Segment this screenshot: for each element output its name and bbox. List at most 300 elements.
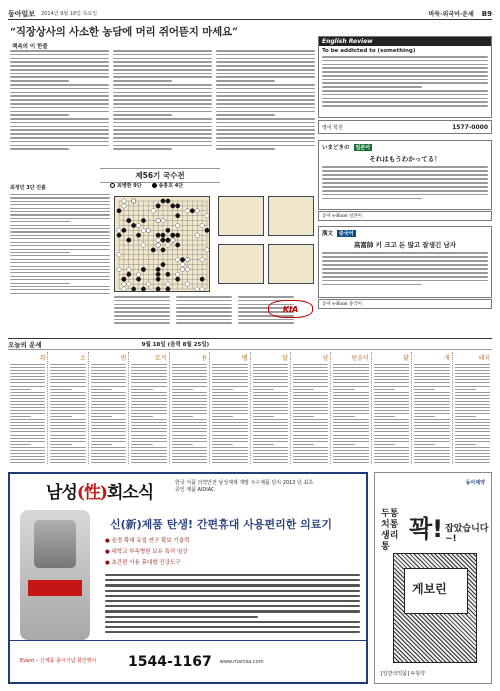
text-line [131,419,166,420]
text-line [10,438,45,439]
text-line [253,364,288,365]
text-line [216,73,315,75]
black-stone [122,277,126,281]
text-line [172,447,207,448]
chinese-title: 高富帥 키 크고 돈 많고 잘생긴 남자 [353,241,457,249]
text-line [212,413,247,414]
text-line [113,148,172,150]
text-line [238,322,294,324]
text-line [10,431,45,432]
text-line [374,438,409,439]
text-line [10,428,45,429]
white-stone [156,238,160,242]
fortune-column [170,352,210,464]
chinese-head [319,227,491,239]
text-line [322,170,488,172]
text-line [322,98,488,100]
text-line [333,389,354,390]
text-line [172,401,207,402]
baduk-subtitle: 최정민 3단 진출 [10,185,46,191]
text-line [131,364,166,365]
text-line [10,367,45,368]
zodiac-label: 원숭이 [351,355,369,362]
text-line [91,459,126,460]
text-line [322,56,488,58]
text-line [91,453,126,454]
text-line [414,462,449,463]
text-line [10,238,110,239]
text-line [455,379,490,380]
text-line [212,379,247,380]
text-line [333,410,368,411]
text-line [91,435,126,436]
text-line [91,376,126,377]
text-line [105,590,360,592]
text-line [374,398,409,399]
text-line [131,450,166,451]
white-stone [117,267,121,271]
text-line [333,404,368,405]
white-stone [156,243,160,247]
text-line [455,459,490,460]
text-line [333,376,368,377]
text-line [172,459,207,460]
text-line [10,395,45,396]
text-line [374,431,409,432]
text-line [10,283,70,284]
text-line [113,76,212,78]
text-line [216,118,315,120]
text-line [253,392,288,393]
text-line [113,107,212,109]
text-line [414,367,449,368]
text-line [253,386,288,387]
japanese-title: それはもうわかってる！ [369,155,441,163]
text-line [322,182,488,184]
text-line [333,425,368,426]
white-stone [185,209,189,213]
text-line [253,370,288,371]
text-line [91,425,126,426]
text-line [322,276,488,278]
text-line [113,118,212,120]
text-line [50,364,85,365]
black-stone [127,238,131,242]
text-line [374,428,409,429]
text-line [253,382,288,383]
text-line [10,259,110,260]
text-line [172,419,207,420]
text-line [10,456,45,457]
text-line [293,367,328,368]
sponsor-logo: KIA [268,300,313,318]
text-line [50,379,85,380]
black-stone [161,262,165,266]
text-line [212,404,247,405]
medicine-ad-big: 꽉! [409,515,444,543]
text-line [293,444,314,445]
newspaper-brand: 동아일보 [8,8,36,18]
text-line [216,95,315,97]
text-line [172,407,207,408]
text-line [253,376,288,377]
text-line [50,401,85,402]
text-line [212,438,247,439]
text-line [91,389,112,390]
text-line [322,264,488,266]
text-line [253,459,288,460]
text-line [50,450,85,451]
text-line [414,382,449,383]
text-line [10,133,109,135]
text-line [216,54,315,56]
white-stone [185,282,189,286]
text-line [333,401,368,402]
text-line [216,76,315,78]
text-line [50,435,85,436]
text-line [50,438,85,439]
text-line [322,268,488,270]
text-line [374,435,409,436]
text-line [91,404,126,405]
text-line [253,410,288,411]
text-line [253,447,288,448]
zodiac-label: 용 [201,355,208,362]
text-line [131,410,166,411]
text-line [374,386,409,387]
text-line [216,107,315,109]
black-stone [166,272,170,276]
text-line [172,410,207,411]
text-line [212,364,247,365]
text-line [455,435,490,436]
medicine-ad [374,472,492,684]
text-line [212,382,247,383]
text-line [10,376,45,377]
text-line [374,459,409,460]
text-line [333,450,368,451]
text-line [322,174,488,176]
text-line [212,410,247,411]
white-stone [122,282,126,286]
text-line [113,122,212,124]
text-line [10,272,110,273]
black-stone [166,228,170,232]
text-line [10,422,45,423]
text-line [322,71,488,73]
text-line [131,428,166,429]
text-line [176,304,232,306]
text-line [333,398,368,399]
black-stone [127,272,131,276]
text-line [50,373,85,374]
text-line [10,148,69,150]
text-line [91,392,126,393]
text-line [10,407,45,408]
text-line [113,69,212,71]
zodiac-label: 돼지 [478,355,491,362]
text-line [114,296,170,298]
text-line [10,459,45,460]
black-stone [171,233,175,237]
text-line [131,386,166,387]
text-line [253,395,288,396]
text-line [114,311,170,313]
text-line [172,453,207,454]
text-line [216,58,315,60]
fortune-column [331,352,371,464]
text-line [374,379,409,380]
text-line [172,413,207,414]
text-line [172,450,207,451]
text-line [212,462,247,463]
text-line [293,450,328,451]
black-stone [200,277,204,281]
black-stone [175,204,179,208]
text-line [91,401,126,402]
text-line [333,447,368,448]
column-label: 책속의 이 한줄 [12,44,48,50]
text-line [414,386,449,387]
text-line [414,370,449,371]
text-line [293,425,328,426]
text-line [216,114,275,116]
white-stone [127,267,131,271]
text-line [414,373,449,374]
japanese-head-text: いまどきの [322,145,350,151]
text-line [10,129,109,131]
text-line [10,404,45,405]
white-stone [166,282,170,286]
text-line [238,296,294,298]
white-stone [151,209,155,213]
text-line [253,389,274,390]
text-line [216,50,315,52]
text-line [10,228,110,229]
text-line [216,137,315,139]
text-line [176,319,232,321]
zodiac-label: 개 [443,355,450,362]
text-line [172,431,207,432]
issue-date: 2014년 9월 18일 목요일 [41,11,98,17]
text-line [50,386,85,387]
baduk-commentary [10,194,110,294]
fortune-date: 9월 18일 (음력 8월 25일) [141,342,210,348]
text-line [172,444,193,445]
text-line [253,428,288,429]
text-line [216,65,315,67]
white-stone [175,257,179,261]
text-line [10,252,70,253]
text-line [414,413,449,414]
text-line [10,69,109,71]
text-line [91,395,126,396]
black-stone [171,204,175,208]
text-line [10,201,110,202]
text-line [10,441,45,442]
ad-event: Event – 신제품 출시기념 할인행사 [20,658,97,664]
text-line [50,392,85,393]
text-line [322,67,488,69]
text-line [50,425,85,426]
text-line [91,407,126,408]
black-stone [136,233,140,237]
text-line [10,99,109,101]
text-line [172,428,207,429]
text-line [293,389,314,390]
ad-url[interactable]: www.manisa.com [219,658,264,665]
text-line [216,103,315,105]
text-line [455,431,490,432]
black-stone [161,233,165,237]
black-stone [141,287,145,291]
text-line [113,114,172,116]
text-line [414,453,449,454]
section-name: 바둑·외국어·운세 [428,11,474,18]
black-stone [166,199,170,203]
text-line [374,456,409,457]
text-line [113,73,212,75]
text-line [10,197,110,198]
text-line [253,398,288,399]
black-stone [131,223,135,227]
text-line [212,422,247,423]
text-line [374,376,409,377]
fortune-column [8,352,48,464]
text-line [131,462,166,463]
text-line [131,392,166,393]
black-stone [151,248,155,252]
text-line [113,61,212,63]
text-line [293,435,328,436]
text-line [333,431,368,432]
text-line [131,435,166,436]
text-line [10,231,110,232]
text-line [172,395,207,396]
black-stone [161,199,165,203]
text-line [50,416,71,417]
text-line [293,447,328,448]
text-line [131,453,166,454]
text-line [131,441,166,442]
article-column [10,50,109,157]
black-stone [136,277,140,281]
text-line [212,367,247,368]
black-stone [175,213,179,217]
text-line [374,407,409,408]
text-line [10,444,31,445]
text-line [374,401,409,402]
text-line [212,456,247,457]
chinese-head-text: 漢文 [322,231,334,237]
text-line [172,373,207,374]
text-line [322,256,488,258]
fortune-column [210,352,250,464]
white-stone [122,199,126,203]
white-stone [146,282,150,286]
text-line [10,84,109,86]
text-line [455,370,490,371]
text-line [131,459,166,460]
white-stone [117,253,121,257]
text-line [105,631,360,633]
text-line [455,401,490,402]
text-line [455,425,490,426]
text-line [10,462,45,463]
text-line [333,382,368,383]
text-line [10,416,31,417]
text-line [216,148,275,150]
text-line [50,407,85,408]
text-line [172,389,193,390]
white-stone [180,262,184,266]
text-line [374,444,395,445]
text-line [455,422,490,423]
text-line [253,441,288,442]
text-line [293,370,328,371]
text-line [374,373,409,374]
text-line [293,364,328,365]
text-line [216,145,315,147]
text-line [455,382,490,383]
black-stone [205,228,209,232]
text-line [293,410,328,411]
medicine-ad-small: 잡았습니다~! [445,524,489,544]
text-line [374,367,409,368]
text-line [50,395,85,396]
text-line [374,441,409,442]
text-line [414,401,449,402]
text-line [455,386,490,387]
white-stone [185,267,189,271]
text-line [91,416,112,417]
white-stone [171,238,175,242]
text-line [10,114,69,116]
text-line [131,456,166,457]
text-line [91,438,126,439]
text-line [322,198,422,200]
white-stone [141,228,145,232]
text-line [414,416,435,417]
black-stone [156,287,160,291]
text-line [253,379,288,380]
text-line [114,300,170,302]
caption-column [114,296,170,326]
fortune-column [453,352,492,464]
text-line [293,401,328,402]
text-line [333,435,368,436]
black-stone [141,267,145,271]
text-line [176,296,232,298]
text-line [414,410,449,411]
text-line [216,141,315,143]
text-line [10,137,109,139]
text-line [113,80,172,82]
white-stone [205,213,209,217]
text-line [10,118,109,120]
text-line [172,422,207,423]
text-line [131,370,166,371]
text-line [105,579,360,581]
text-line [414,441,449,442]
text-line [212,389,233,390]
text-line [131,404,166,405]
text-line [212,419,247,420]
text-line [293,431,328,432]
fortune-title: 오늘의 운세 [8,340,42,349]
text-line [50,456,85,457]
text-line [105,595,360,597]
